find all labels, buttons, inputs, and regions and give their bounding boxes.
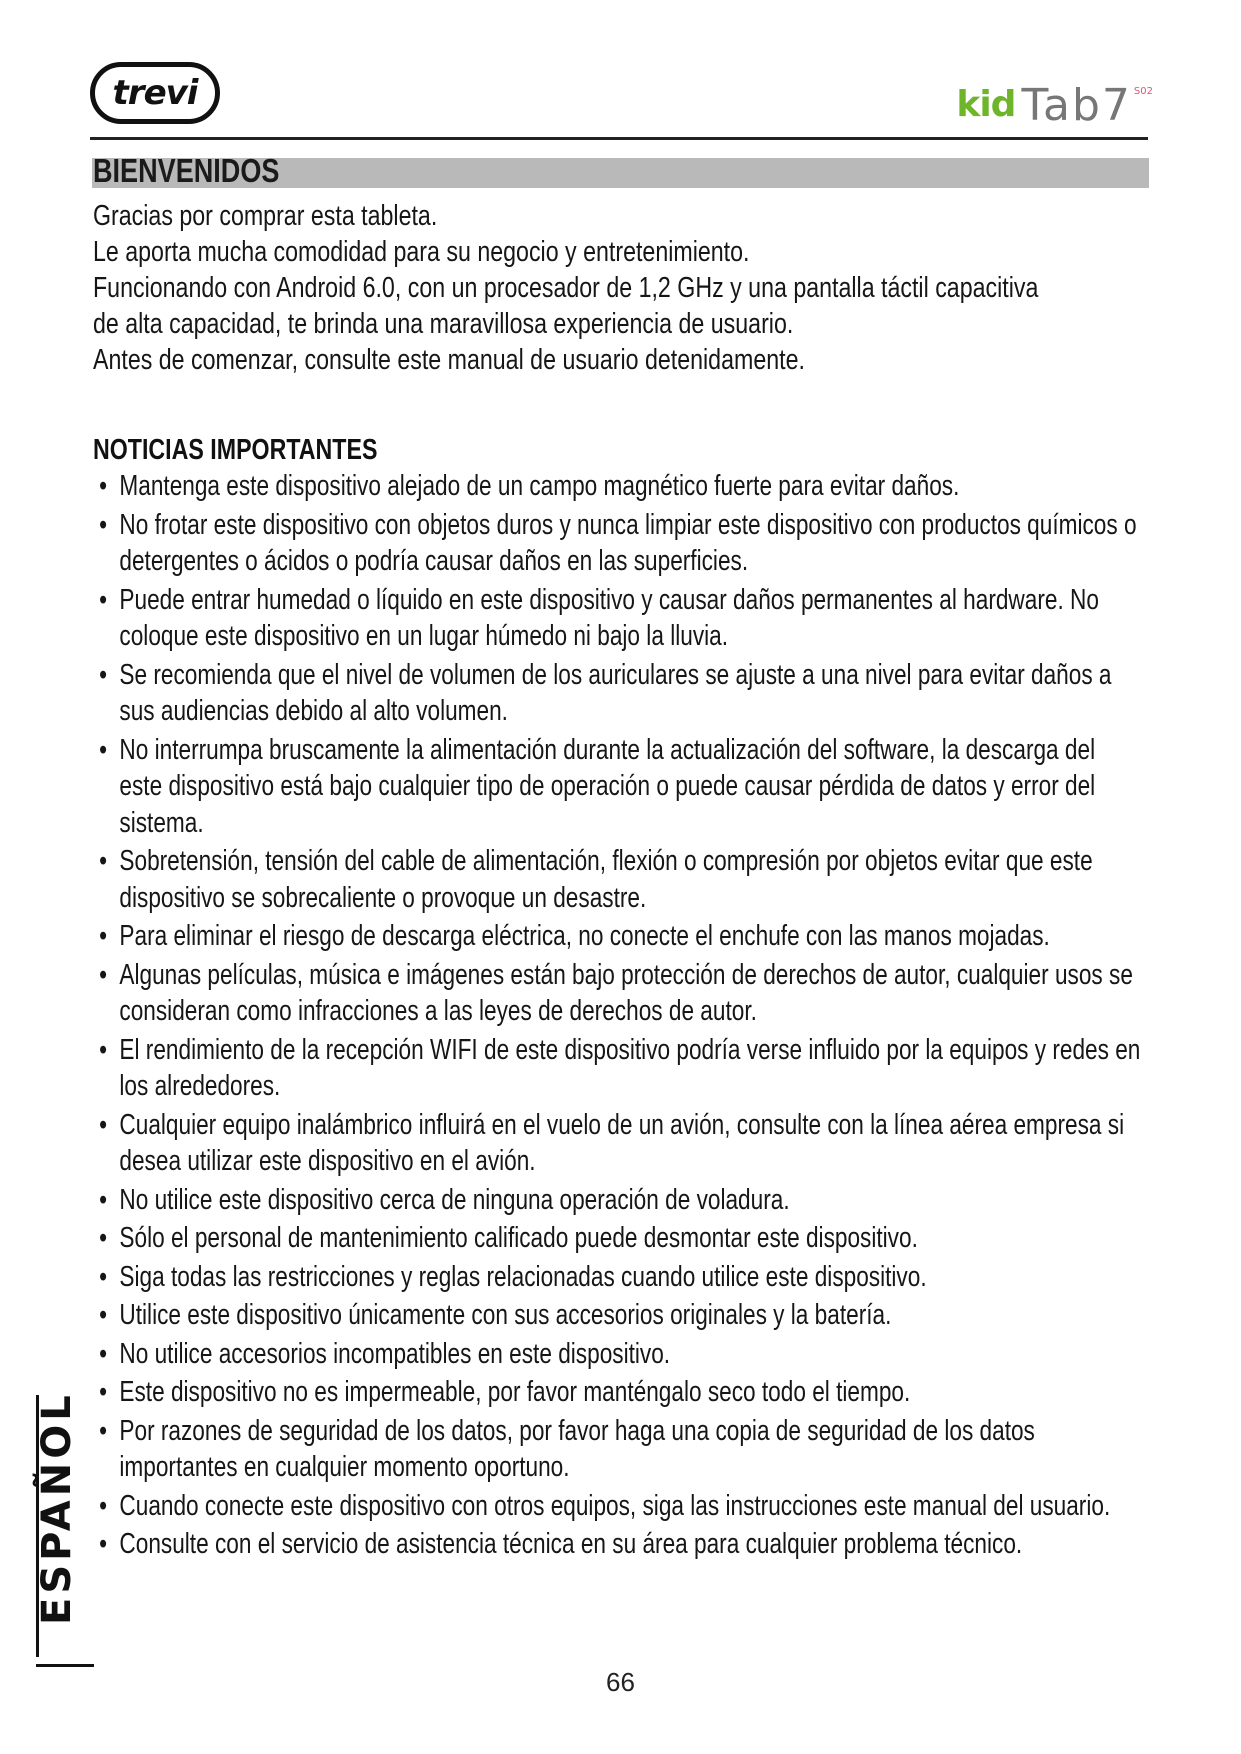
- list-item: • Puede entrar humedad o líquido en este dispositivo y causar daños permanentes al hardware. No coloque este dispositivo en un lugar húmedo ni bajo la lluvia.: [96, 582, 1141, 655]
- list-item: • Cuando conecte este dispositivo con otros equipos, siga las instrucciones este manual del usuario.: [96, 1488, 1141, 1525]
- list-item: • Cualquier equipo inalámbrico influirá en el vuelo de un avión, consulte con la línea aérea empresa si desea utilizar este dispositivo en el avión.: [96, 1107, 1141, 1180]
- product-model: S02: [1133, 86, 1153, 97]
- list-item: • Este dispositivo no es impermeable, por favor manténgalo seco todo el tiempo.: [96, 1374, 1141, 1411]
- page-number: 66: [606, 1667, 635, 1697]
- list-item: • Consulte con el servicio de asistencia técnica en su área para cualquier problema técnico.: [96, 1526, 1141, 1563]
- intro-line-4: de alta capacidad, te brinda una maravillosa experiencia de usuario.: [93, 308, 794, 340]
- product-tab: Tab7: [1021, 80, 1132, 131]
- list-item: • Siga todas las restricciones y reglas relacionadas cuando utilice este dispositivo.: [96, 1259, 1141, 1296]
- list-item: • No frotar este dispositivo con objetos duros y nunca limpiar este dispositivo con productos químicos o detergentes o ácidos o podría causar daños en las superficies.: [96, 507, 1141, 580]
- language-tab: ESPAÑOL: [34, 1391, 80, 1625]
- product-kid: kid: [956, 84, 1016, 125]
- list-item: • Sobretensión, tensión del cable de alimentación, flexión o compresión por objetos evitar que este dispositivo se sobrecaliente o provoque un desastre.: [96, 843, 1141, 916]
- list-item: • No utilice accesorios incompatibles en este dispositivo.: [96, 1336, 1141, 1373]
- list-item: • Mantenga este dispositivo alejado de un campo magnético fuerte para evitar daños.: [96, 468, 1141, 505]
- product-logo: [956, 80, 1153, 131]
- brand-logo: [90, 62, 220, 124]
- list-item: • El rendimiento de la recepción WIFI de este dispositivo podría verse influido por la equipos y redes en los alrededores.: [96, 1032, 1141, 1105]
- intro-line-5: Antes de comenzar, consulte este manual de usuario detenidamente.: [93, 344, 805, 376]
- list-item: • No interrumpa bruscamente la alimentación durante la actualización del software, la descarga del este dispositivo está bajo cualquier tipo de operación o puede causar pérdida de datos y error del sistema.: [96, 732, 1141, 842]
- list-item: • No utilice este dispositivo cerca de ninguna operación de voladura.: [96, 1182, 1141, 1219]
- list-item: • Algunas películas, música e imágenes están bajo protección de derechos de autor, cualquier usos se consideran como infracciones a las leyes de derechos de autor.: [96, 957, 1141, 1030]
- list-item: • Utilice este dispositivo únicamente con sus accesorios originales y la batería.: [96, 1297, 1141, 1334]
- brand-logo-text: trevi: [112, 73, 198, 113]
- intro-line-1: Gracias por comprar esta tableta.: [93, 200, 438, 232]
- notes-title: NOTICIAS IMPORTANTES: [93, 434, 378, 466]
- list-item: • Se recomienda que el nivel de volumen de los auriculares se ajuste a una nivel para evitar daños a sus audiencias debido al alto volumen.: [96, 657, 1141, 730]
- intro-line-3: Funcionando con Android 6.0, con un procesador de 1,2 GHz y una pantalla táctil capacitiva: [93, 272, 1039, 304]
- intro-line-2: Le aporta mucha comodidad para su negocio y entretenimiento.: [93, 236, 750, 268]
- header-divider: [90, 137, 1148, 140]
- list-item: • Para eliminar el riesgo de descarga eléctrica, no conecte el enchufe con las manos mojadas.: [96, 918, 1141, 955]
- list-item: • Por razones de seguridad de los datos, por favor haga una copia de seguridad de los datos importantes en cualquier momento oportuno.: [96, 1413, 1141, 1486]
- list-item: • Sólo el personal de mantenimiento calificado puede desmontar este dispositivo.: [96, 1220, 1141, 1257]
- section-title: BIENVENIDOS: [93, 152, 280, 189]
- notes-list: [96, 468, 1141, 1565]
